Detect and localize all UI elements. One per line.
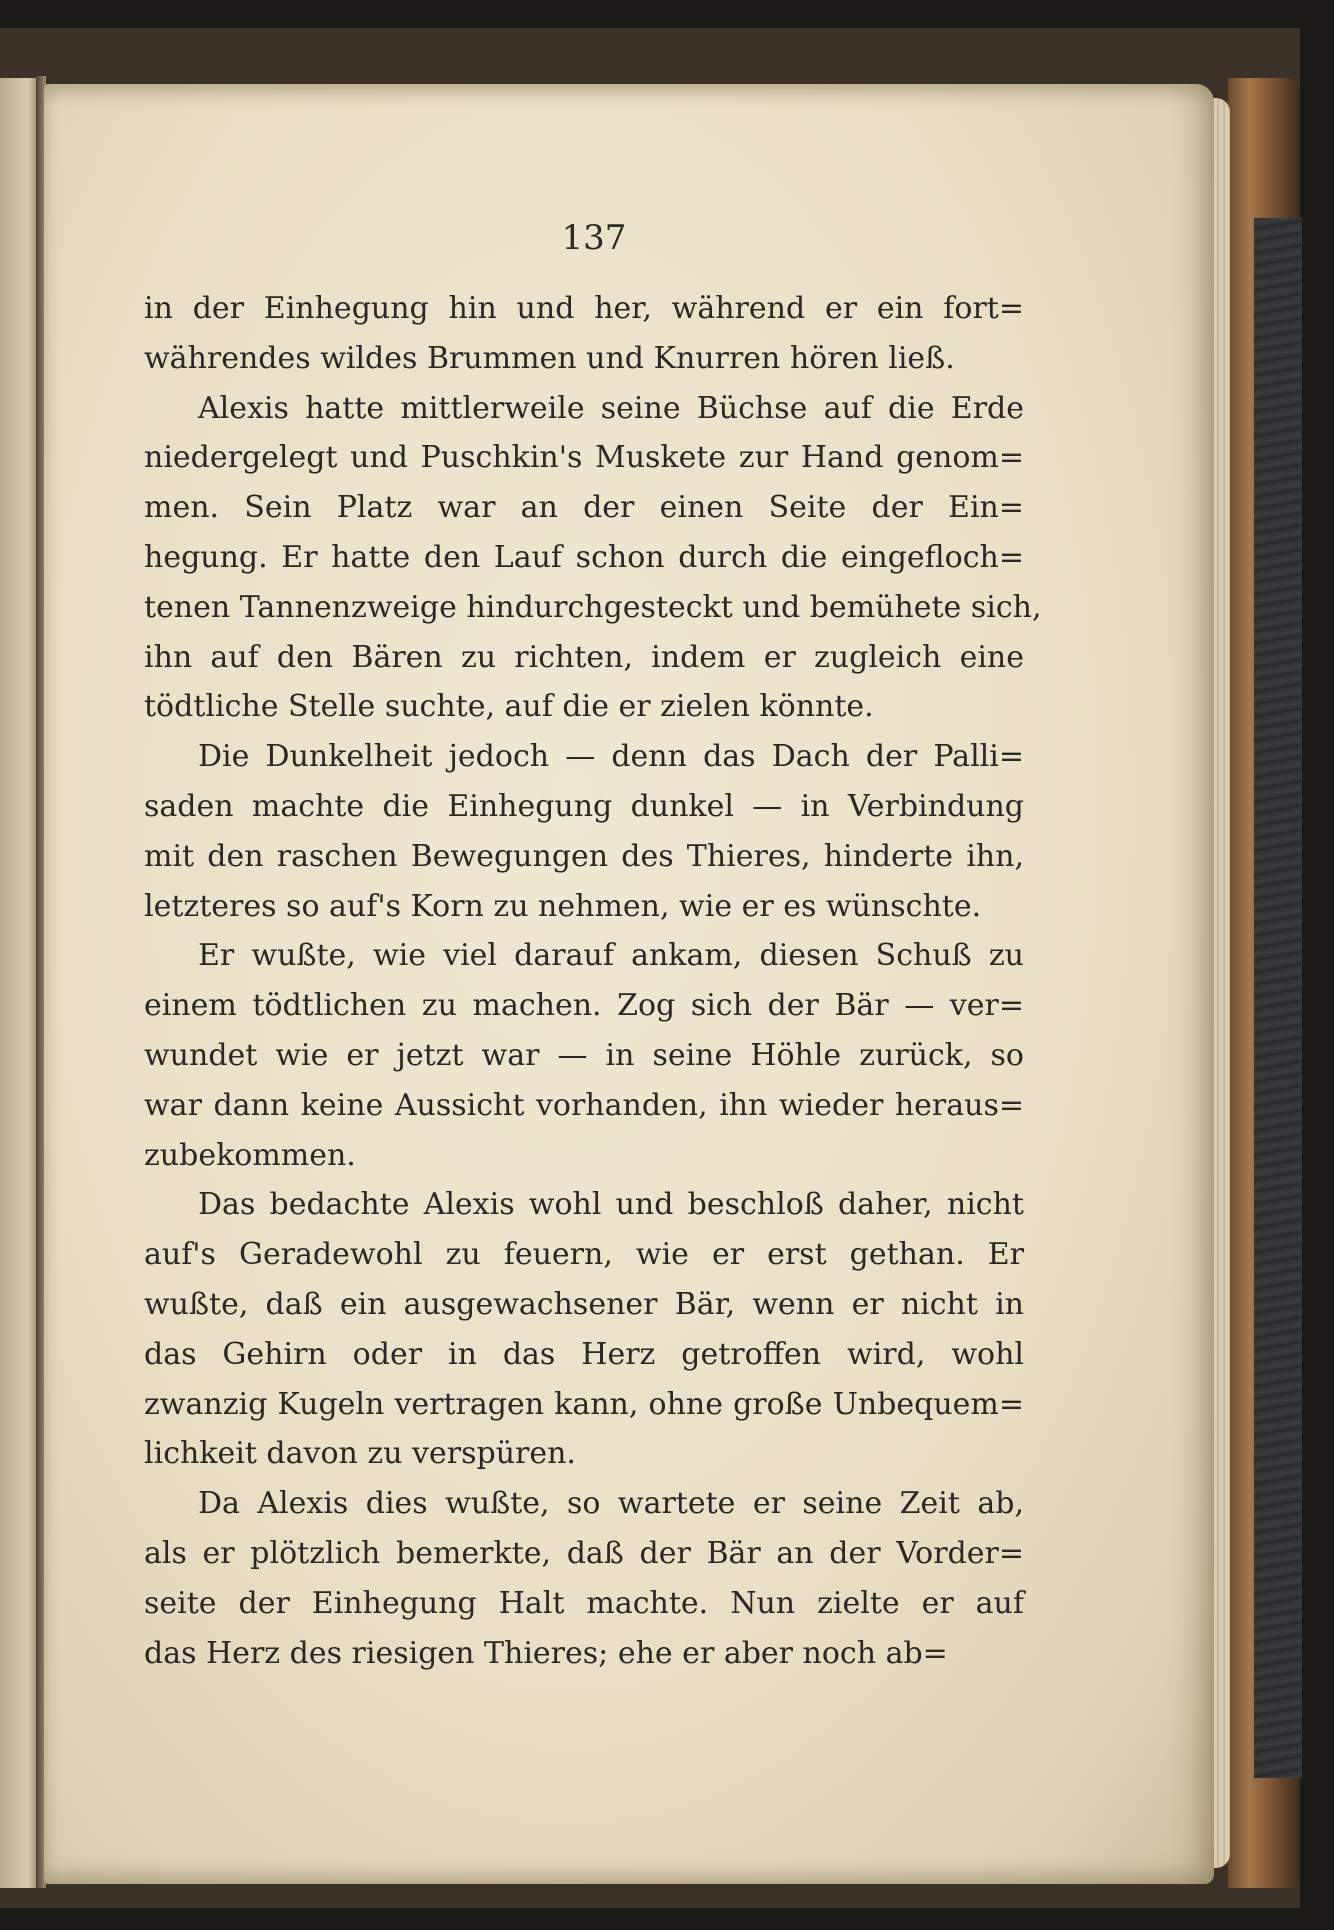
text-line: tenen Tannenzweige hindurchgesteckt und bemühete sich, xyxy=(144,589,1042,625)
text-line: war dann keine Aussicht vorhanden, ihn wieder heraus= xyxy=(144,1087,1024,1123)
text-line: mit den raschen Bewegungen des Thieres, hinderte ihn, xyxy=(144,838,1024,874)
paragraph xyxy=(144,732,1024,931)
text-line: zubekommen. xyxy=(144,1137,356,1173)
book-cover-cloth xyxy=(1254,218,1302,1778)
text-line: lichkeit davon zu verspüren. xyxy=(144,1436,576,1472)
paragraph xyxy=(144,931,1024,1180)
paragraph xyxy=(144,1180,1024,1479)
text-line: hegung. Er hatte den Lauf schon durch die eingefloch= xyxy=(144,539,1024,575)
paragraph xyxy=(144,284,1024,384)
text-line: Da Alexis dies wußte, so wartete er seine Zeit ab, xyxy=(198,1486,1024,1522)
text-line: Er wußte, wie viel darauf ankam, diesen Schuß zu xyxy=(198,938,1024,974)
text-line: wußte, daß ein ausgewachsener Bär, wenn er nicht in xyxy=(144,1286,1024,1322)
text-line: das Gehirn oder in das Herz getroffen wird, wohl xyxy=(144,1336,1024,1372)
text-line: men. Sein Platz war an der einen Seite der Ein= xyxy=(144,490,1024,526)
text-line: das Herz des riesigen Thieres; ehe er aber noch ab= xyxy=(144,1635,948,1671)
text-line: Das bedachte Alexis wohl und beschloß daher, nicht xyxy=(198,1187,1024,1223)
text-line: letzteres so auf's Korn zu nehmen, wie er es wünschte. xyxy=(144,888,982,924)
text-line: niedergelegt und Puschkin's Muskete zur Hand genom= xyxy=(144,440,1024,476)
paragraph xyxy=(144,384,1042,733)
text-line: ihn auf den Bären zu richten, indem er zugleich eine xyxy=(144,639,1024,675)
text-line: saden machte die Einhegung dunkel — in Verbindung xyxy=(144,788,1024,824)
text-line: wundet wie er jetzt war — in seine Höhle zurück, so xyxy=(144,1037,1024,1073)
text-line: als er plötzlich bemerkte, daß der Bär an der Vorder= xyxy=(144,1535,1024,1571)
text-line: zwanzig Kugeln vertragen kann, ohne große Unbequem= xyxy=(144,1386,1024,1422)
page-text xyxy=(144,284,1042,1678)
book-page xyxy=(44,84,1214,1884)
book xyxy=(0,28,1300,1908)
page-number: 137 xyxy=(561,218,627,258)
text-line: auf's Geradewohl zu feuern, wie er erst gethan. Er xyxy=(144,1237,1024,1273)
text-line: Die Dunkelheit jedoch — denn das Dach der Palli= xyxy=(198,739,1024,775)
text-line: Alexis hatte mittlerweile seine Büchse auf die Erde xyxy=(198,390,1024,426)
text-line: tödtliche Stelle suchte, auf die er zielen könnte. xyxy=(144,689,874,725)
left-page-edge xyxy=(0,78,40,1888)
text-line: währendes wildes Brummen und Knurren hören ließ. xyxy=(144,340,955,376)
paragraph xyxy=(144,1479,1024,1678)
text-line: seite der Einhegung Halt machte. Nun zielte er auf xyxy=(144,1585,1024,1621)
text-line: einem tödtlichen zu machen. Zog sich der Bär — ver= xyxy=(144,988,1024,1024)
text-line: in der Einhegung hin und her, während er ein fort= xyxy=(144,291,1024,326)
